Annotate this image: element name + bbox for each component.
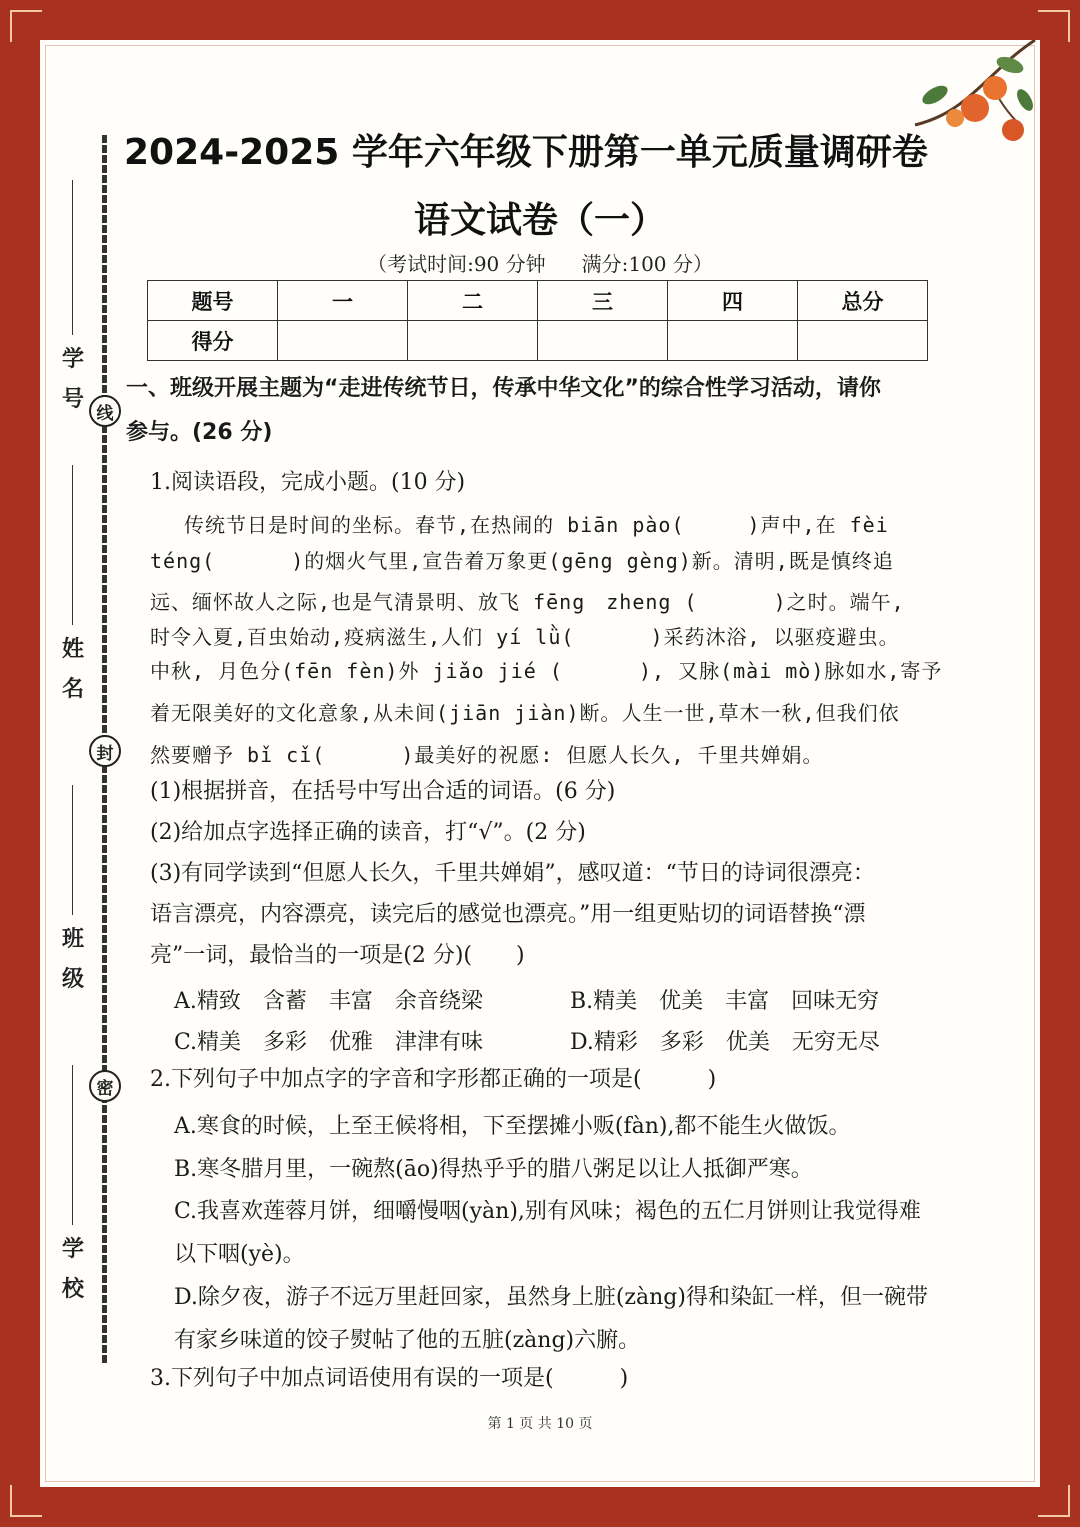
table-row-label: 得分 (148, 321, 278, 361)
frame-corner-ornament (1038, 10, 1070, 42)
page-title: 2024-2025 学年六年级下册第一单元质量调研卷 (124, 132, 928, 173)
binding-seal: 封 (89, 735, 121, 767)
binding-label-school: 学 校 (61, 1237, 84, 1302)
score-cell[interactable] (538, 321, 668, 361)
fill-line (72, 1065, 73, 1225)
binding-seal: 密 (89, 1070, 121, 1102)
score-cell[interactable] (668, 321, 798, 361)
passage-line: 远、缅怀故人之际,也是气清景明、放飞 fēng zheng ( )之时。端午, (150, 590, 905, 614)
exam-paper (40, 40, 1040, 1487)
answer-option[interactable]: C.我喜欢莲蓉月饼，细嚼慢咽(yàn),别有风味；褐色的五仁月饼则让我觉得难 (174, 1199, 921, 1224)
answer-option[interactable]: A.寒食的时候，上至王候将相，下至摆摊小贩(fàn),都不能生火做饭。 (174, 1114, 851, 1139)
sub-question: (1)根据拼音，在括号中写出合适的词语。(6 分) (150, 779, 616, 804)
answer-option[interactable]: B.寒冬腊月里，一碗熬(āo)得热乎乎的腊八粥足以让人抵御严寒。 (174, 1157, 813, 1182)
passage-line: 中秋, 月色分(fēn fèn)外 jiǎo jié ( ), 又脉(mài mò)脉如水,寄予 (150, 659, 943, 683)
exam-time: （考试时间:90 分钟 (367, 252, 546, 276)
table-header: 总分 (798, 281, 928, 321)
score-cell[interactable] (408, 321, 538, 361)
sub-question: 语言漂亮，内容漂亮，读完后的感觉也漂亮。”用一组更贴切的词语替换“漂 (150, 902, 866, 927)
passage-line: 传统节日是时间的坐标。春节,在热闹的 biān pào( )声中,在 fèi (150, 513, 889, 537)
sub-question: (2)给加点字选择正确的读音，打“√”。(2 分) (150, 820, 586, 845)
answer-option[interactable]: D.精彩 多彩 优美 无穷无尽 (570, 1030, 880, 1055)
question-title: 3.下列句子中加点词语使用有误的一项是( ) (150, 1366, 629, 1391)
table-header: 三 (538, 281, 668, 321)
passage-line: téng( )的烟火气里,宣告着万象更(gēng gèng)新。清明,既是慎终追 (150, 549, 894, 573)
answer-option[interactable]: C.精美 多彩 优雅 津津有味 (174, 1030, 484, 1055)
score-cell[interactable] (798, 321, 928, 361)
passage-line: 然要赠予 bǐ cǐ( )最美好的祝愿: 但愿人长久, 千里共婵娟。 (150, 743, 824, 767)
answer-option-cont: 有家乡味道的饺子熨帖了他的五脏(zàng)六腑。 (174, 1328, 641, 1353)
table-row (148, 321, 928, 361)
table-header: 题号 (148, 281, 278, 321)
question-title: 2.下列句子中加点字的字音和字形都正确的一项是( ) (150, 1067, 717, 1092)
exam-info (40, 248, 1040, 277)
score-table (147, 280, 928, 361)
fill-line (72, 785, 73, 915)
answer-option[interactable]: B.精美 优美 丰富 回味无穷 (570, 989, 880, 1014)
fill-line (72, 465, 73, 625)
frame-corner-ornament (10, 1485, 42, 1517)
binding-seal: 线 (89, 395, 121, 427)
page-footer: 第 1 页 共 10 页 (487, 1416, 593, 1432)
sub-question: 亮”一词，最恰当的一项是(2 分)( ) (150, 943, 525, 968)
binding-label-class: 班 级 (61, 927, 84, 992)
section-heading-cont: 参与。(26 分) (126, 420, 273, 445)
binding-label-student-id: 学 号 (61, 347, 84, 412)
sub-question: (3)有同学读到“但愿人长久，千里共婵娟”，感叹道：“节日的诗词很漂亮： (150, 861, 875, 886)
table-header: 四 (668, 281, 798, 321)
score-cell[interactable] (278, 321, 408, 361)
table-header: 一 (278, 281, 408, 321)
passage-line: 着无限美好的文化意象,从未间(jiān jiàn)断。人生一世,草木一秋,但我们依 (150, 701, 900, 725)
table-row (148, 281, 928, 321)
frame-corner-ornament (1038, 1485, 1070, 1517)
frame-corner-ornament (10, 10, 42, 42)
question-title: 1.阅读语段，完成小题。(10 分) (150, 470, 466, 495)
answer-option[interactable]: A.精致 含蓄 丰富 余音绕梁 (174, 989, 483, 1014)
page-subtitle: 语文试卷（一） (413, 200, 666, 241)
table-header: 二 (408, 281, 538, 321)
answer-option-cont: 以下咽(yè)。 (174, 1242, 305, 1267)
binding-label-name: 姓 名 (61, 637, 84, 702)
section-heading: 一、班级开展主题为“走进传统节日，传承中华文化”的综合性学习活动，请你 (126, 376, 881, 401)
exam-full-score: 满分:100 分） (581, 252, 713, 276)
answer-option[interactable]: D.除夕夜，游子不远万里赶回家，虽然身上脏(zàng)得和染缸一样，但一碗带 (174, 1285, 928, 1310)
passage-line: 时令入夏,百虫始动,疫病滋生,人们 yí lǜ( )采药沐浴, 以驱疫避虫。 (150, 625, 900, 649)
